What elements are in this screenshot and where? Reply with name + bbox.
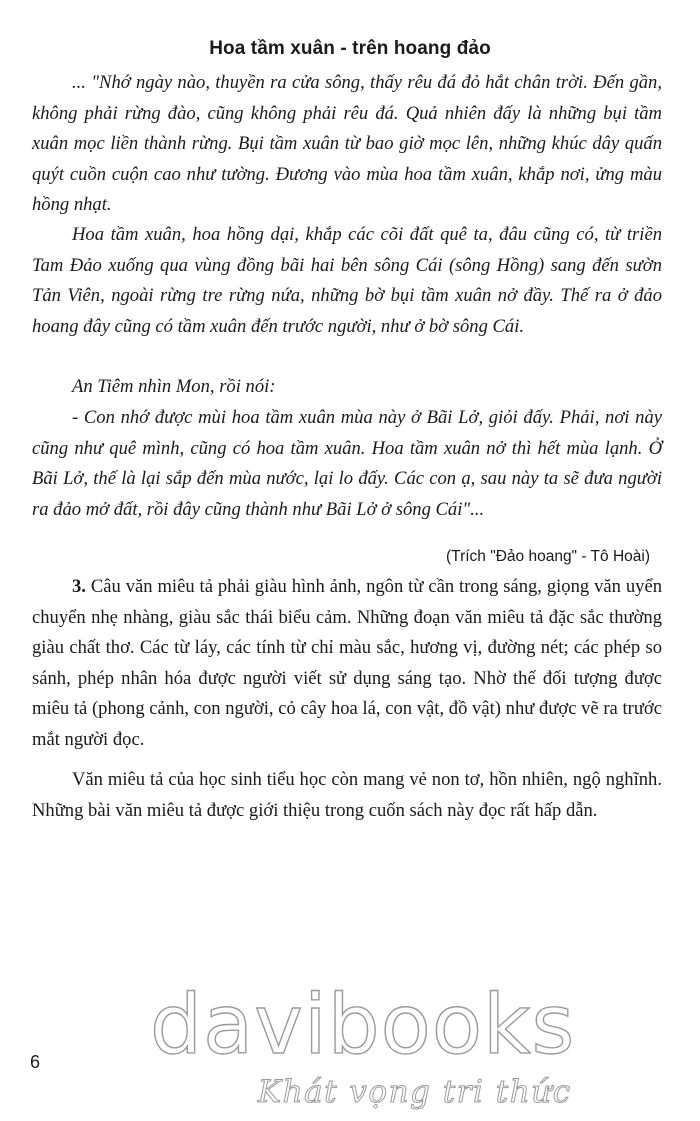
section-3-paragraph	[32, 572, 662, 755]
excerpt-paragraph-2: Hoa tầm xuân, hoa hồng dại, khắp các cõi đất quê ta, đâu cũng có, từ triền Tam Đảo xuống qua vùng đồng bãi hai bên sông Cái (sông Hồng) sang đến sườn Tản Viên, ngoài rừng tre rừng nứa, những bờ bụi tầm xuân nở đầy. Thế ra ở đảo hoang đây cũng có tầm xuân đến trước người, như ở bờ sông Cái.	[32, 224, 662, 337]
excerpt-paragraph-3: An Tiêm nhìn Mon, rồi nói:	[72, 376, 276, 397]
section-4-paragraph: Văn miêu tả của học sinh tiểu học còn mang vẻ non tơ, hồn nhiên, ngộ nghĩnh. Những bài văn miêu tả được giới thiệu trong cuốn sách này đọc rất hấp dẫn.	[32, 769, 662, 821]
excerpt-paragraph-1: ... "Nhớ ngày nào, thuyền ra cửa sông, thấy rêu đá đỏ hắt chân trời. Đến gần, không phải rừng đào, cũng không phải rêu đá. Quả nhiên đấy là những bụi tầm xuân mọc liền thành rừng. Bụi tầm xuân từ bao giờ mọc lên, những khúc dây quấn quýt cuồn cuộn cao như tường. Đương vào mùa hoa tầm xuân, khắp nơi, ửng màu hồng nhạt.	[32, 72, 662, 216]
citation: (Trích "Đảo hoang" - Tô Hoài)	[446, 548, 650, 565]
excerpt-paragraph-4: - Con nhớ được mùi hoa tầm xuân mùa này ở Bãi Lở, giỏi đấy. Phải, nơi này cũng như quê mình, cũng có hoa tầm xuân. Hoa tầm xuân nở thì hết mùa lạnh. Ở Bãi Lở, thế là lại sắp đến mùa nước, lại lo đấy. Các con ạ, sau này ta sẽ đưa người ra đảo mở đất, rồi đây cũng thành như Bãi Lở ở sông Cái"...	[32, 407, 662, 520]
section-3-number: 3.	[72, 576, 86, 597]
page-title: Hoa tầm xuân - trên hoang đảo	[209, 38, 491, 59]
watermark-brand: davibooks	[150, 978, 576, 1073]
watermark-slogan: Khát vọng tri thức	[258, 1074, 572, 1110]
page-number: 6	[30, 1052, 41, 1072]
section-3-text: Câu văn miêu tả phải giàu hình ảnh, ngôn từ cần trong sáng, giọng văn uyển chuyển nhẹ nhàng, giàu sắc thái biểu cảm. Những đoạn văn miêu tả đặc sắc thường giàu chất thơ. Các từ láy, các tính từ chỉ màu sắc, hương vị, đường nét; các phép so sánh, phép nhân hóa được người viết sử dụng sáng tạo. Nhờ thế đối tượng được miêu tả (phong cảnh, con người, cỏ cây hoa lá, con vật, đồ vật) như được vẽ ra trước mắt người đọc.	[32, 576, 662, 750]
